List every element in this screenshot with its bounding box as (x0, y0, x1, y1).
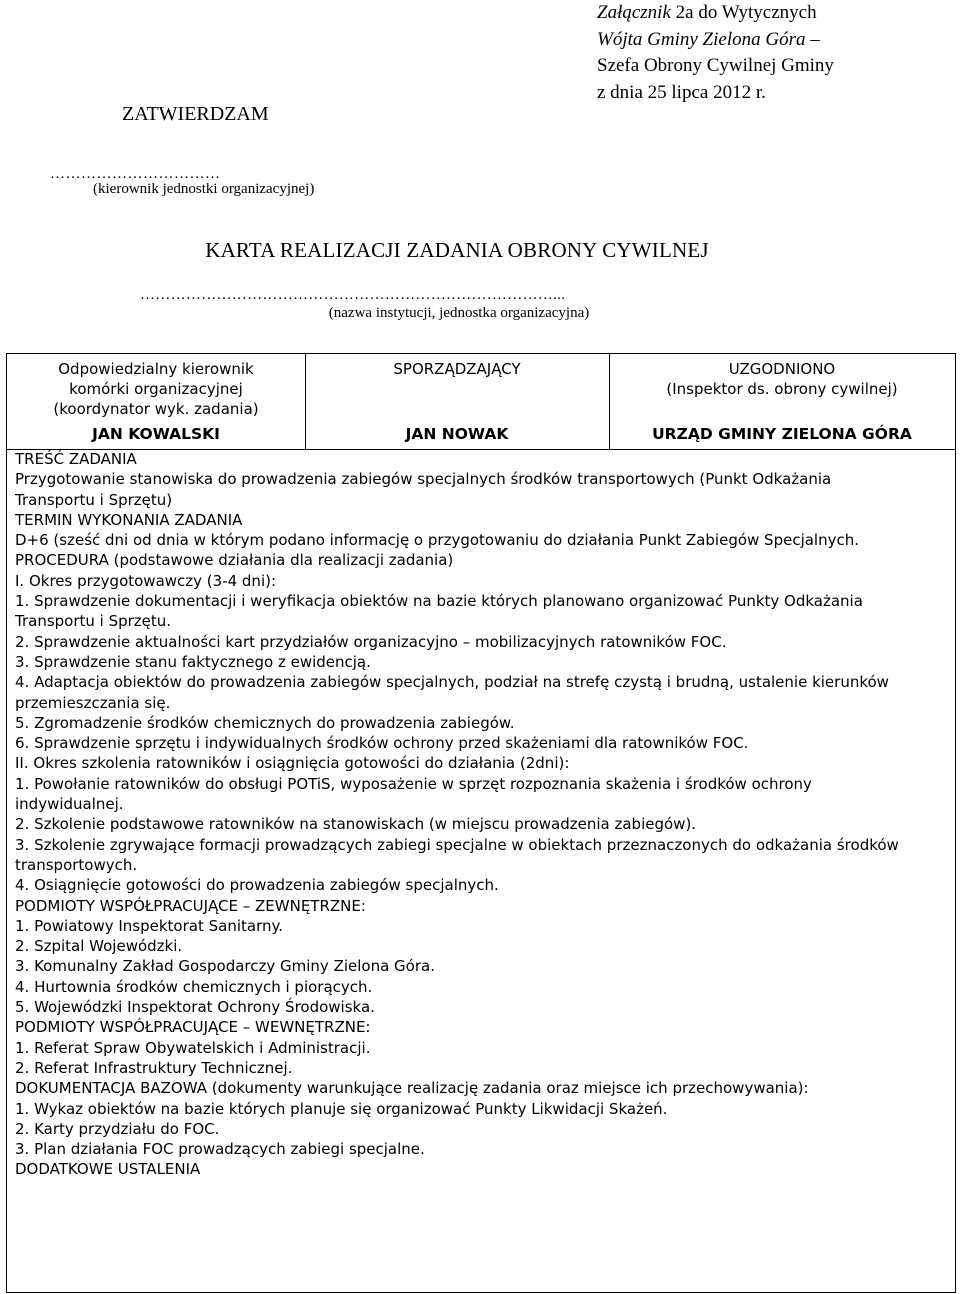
header-coordinator-line2: komórki organizacyjnej (69, 380, 243, 398)
annex-line4: z dnia 25 lipca 2012 r. (597, 81, 766, 103)
page-title: KARTA REALIZACJI ZADANIA OBRONY CYWILNEJ (205, 238, 709, 262)
content-line: 5. Zgromadzenie środków chemicznych do prowadzenia zabiegów. (15, 713, 515, 732)
content-line: 4. Osiągnięcie gotowości do prowadzenia zabiegów specjalnych. (15, 876, 499, 895)
header-agreed (609, 359, 955, 399)
task-card-table (6, 353, 956, 1293)
task-content (15, 449, 949, 1180)
content-line: 5. Wojewódzki Inspektorat Ochrony Środowiska. (15, 998, 375, 1017)
content-line: PODMIOTY WSPÓŁPRACUJĄCE – ZEWNĘTRZNE: (15, 896, 366, 915)
content-line: Przygotowanie stanowiska do prowadzenia zabiegów specjalnych środków transportowych (Punkt Odkażania (15, 470, 832, 489)
content-line: 2. Szkolenie podstawowe ratowników na stanowiskach (w miejscu prowadzenia zabiegów). (15, 815, 697, 834)
content-line: 6. Sprawdzenie sprzętu i indywidualnych środków ochrony przed skażeniami dla ratowników FOC. (15, 734, 749, 753)
header-coordinator-line1: Odpowiedzialny kierownik (58, 360, 254, 378)
content-line: 4. Adaptacja obiektów do prowadzenia zabiegów specjalnych, podział na strefę czystą i brudną, ustalenie kierunków (15, 673, 889, 692)
content-line: 2. Szpital Wojewódzki. (15, 937, 183, 956)
content-line: przemieszczania się. (15, 693, 171, 712)
annex-line3: Szefa Obrony Cywilnej Gminy (597, 55, 834, 76)
coordinator-name: JAN KOWALSKI (92, 425, 220, 443)
content-line: 2. Referat Infrastruktury Technicznej. (15, 1058, 293, 1077)
content-line: 2. Karty przydziału do FOC. (15, 1119, 220, 1138)
annex-note (597, 0, 834, 106)
content-line: 1. Powołanie ratowników do obsługi POTiS, wyposażenie w sprzęt rozpoznania skażenia i środków ochrony (15, 774, 812, 793)
annex-line1-italic: Załącznik (597, 2, 671, 23)
header-coordinator-line3: (koordynator wyk. zadania) (53, 400, 259, 418)
approve-label: ZATWIERDZAM (122, 103, 269, 125)
content-line: TREŚĆ ZADANIA (15, 450, 137, 468)
content-line: TERMIN WYKONANIA ZADANIA (15, 510, 243, 529)
content-line: 3. Szkolenie zgrywające formacji prowadzących zabiegi specjalne w obiektach przeznaczonych do odkażania środków (15, 835, 899, 854)
agreed-name: URZĄD GMINY ZIELONA GÓRA (652, 425, 912, 443)
header-prepared-by (305, 359, 609, 379)
annex-line2: Wójta Gminy Zielona Góra – (597, 28, 820, 50)
header-agreed-role: (Inspektor ds. obrony cywilnej) (666, 380, 898, 398)
institution-caption: (nazwa instytucji, jednostka organizacyjna) (328, 305, 590, 321)
content-line: transportowych. (15, 855, 138, 874)
content-line: indywidualnej. (15, 795, 124, 814)
annex-line1-rest: 2a do Wytycznych (670, 2, 817, 23)
header-coordinator (7, 359, 305, 419)
content-line: DODATKOWE USTALENIA (15, 1160, 201, 1179)
approve-dots: …………………………… (50, 166, 221, 182)
content-line: PODMIOTY WSPÓŁPRACUJĄCE – WEWNĘTRZNE: (15, 1018, 371, 1037)
content-line: PROCEDURA (podstawowe działania dla realizacji zadania) (15, 551, 454, 570)
content-line: D+6 (sześć dni od dnia w którym podano informację o przygotowaniu do działania Punkt Zabiegów Specjalnych. (15, 531, 859, 550)
content-line: 4. Hurtownia środków chemicznych i piorących. (15, 977, 373, 996)
header-agreed-label: UZGODNIONO (728, 360, 836, 378)
content-line: 1. Wykaz obiektów na bazie których planuje się organizować Punkty Likwidacji Skażeń. (15, 1099, 668, 1118)
content-line: 2. Sprawdzenie aktualności kart przydziałów organizacyjno – mobilizacyjnych ratowników FOC. (15, 632, 727, 651)
content-line: I. Okres przygotowawczy (3-4 dni): (15, 571, 277, 590)
content-line: II. Okres szkolenia ratowników i osiągnięcia gotowości do działania (2dni): (15, 754, 570, 773)
content-line: 3. Komunalny Zakład Gospodarczy Gminy Zielona Góra. (15, 957, 435, 976)
content-line: 3. Plan działania FOC prowadzących zabiegi specjalne. (15, 1140, 425, 1159)
content-line: 3. Sprawdzenie stanu faktycznego z ewidencją. (15, 652, 371, 671)
content-line: 1. Referat Spraw Obywatelskich i Administracji. (15, 1038, 371, 1057)
prepared-by-name: JAN NOWAK (405, 425, 509, 443)
header-prepared-by-label: SPORZĄDZAJĄCY (393, 360, 521, 378)
content-line: Transportu i Sprzętu. (15, 612, 172, 631)
signature-header (7, 354, 955, 449)
content-line: DOKUMENTACJA BAZOWA (dokumenty warunkujące realizację zadania oraz miejsce ich przechowywania): (15, 1079, 809, 1098)
institution-dots: ………………………………………………………………………... (140, 287, 566, 303)
content-line: 1. Powiatowy Inspektorat Sanitarny. (15, 916, 283, 935)
content-line: Transportu i Sprzętu) (15, 490, 173, 509)
content-line: 1. Sprawdzenie dokumentacji i weryfikacja obiektów na bazie których planowano organizować Punkty Odkażania (15, 592, 863, 611)
approve-caption: (kierownik jednostki organizacyjnej) (93, 181, 315, 197)
